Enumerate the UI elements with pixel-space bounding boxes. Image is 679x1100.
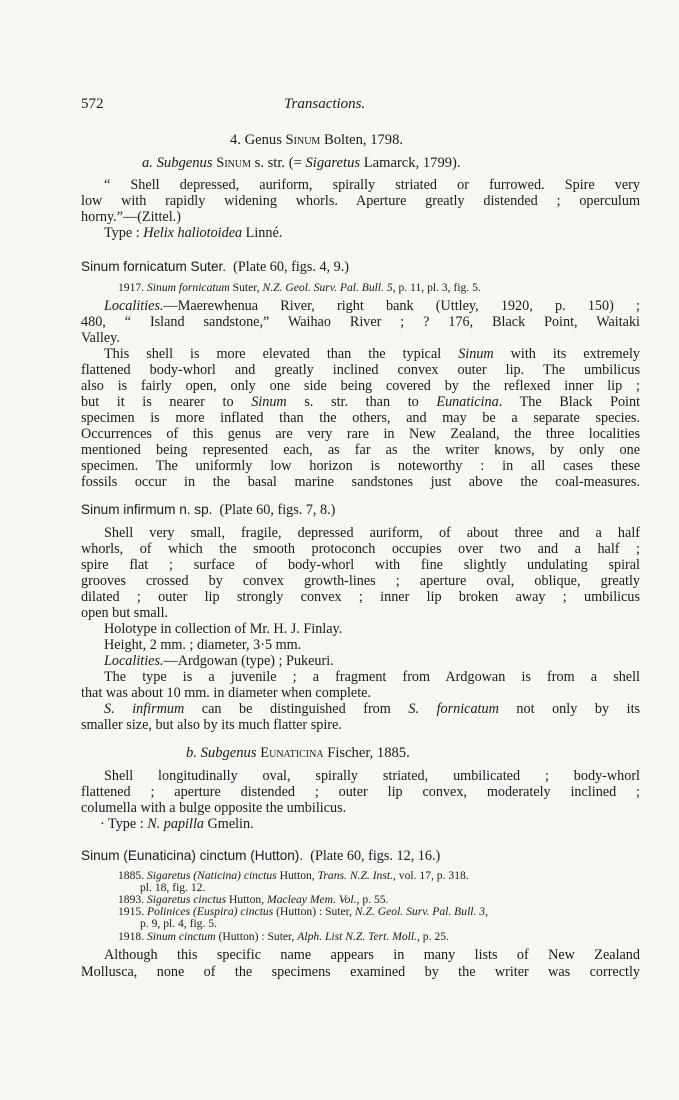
- body-line: whorls, of which the smooth protoconch occupies over two and a half ;: [81, 541, 640, 557]
- body-line: columella with a bulge opposite the umbilicus.: [81, 800, 347, 816]
- body-line: specimen. The uniformly low horizon is noteworthy : in all cases these: [81, 458, 640, 474]
- localities-line: 480, “ Island sandstone,” Waihao River ; ? 176, Black Point, Waitaki: [81, 314, 640, 330]
- body-line: The type is a juvenile ; a fragment from Ardgowan is from a shell: [104, 669, 640, 685]
- body-line: that was about 10 mm. in diameter when complete.: [81, 685, 371, 701]
- body-line: flattened body-whorl and greatly inclined convex outer lip. The umbilicus: [81, 362, 640, 378]
- body-line: but it is nearer to Sinum s. str. than to Eunaticina. The Black Point: [81, 394, 641, 410]
- dimensions-line: Height, 2 mm. ; diameter, 3·5 mm.: [104, 637, 302, 653]
- body-line: fossils occur in the basal marine sandstones just above the coal-measures.: [81, 474, 640, 490]
- body-line: flattened ; aperture distended ; outer lip convex, moderately inclined ;: [81, 784, 640, 800]
- body-line: grooves crossed by convex growth-lines ; aperture oval, oblique, greatly: [81, 573, 640, 589]
- body-line: dilated ; outer lip strongly convex ; inner lip broken away ; umbilicus: [81, 589, 640, 605]
- body-line: Occurrences of this genus are very rare in New Zealand, the three localities: [81, 426, 640, 442]
- localities-line: Valley.: [81, 330, 120, 346]
- quote-line: low with rapidly widening whorls. Aperture greatly distended ; operculum: [81, 193, 640, 209]
- reference-line: 1915. Polinices (Euspira) cinctus (Hutton) : Suter, N.Z. Geol. Surv. Pal. Bull. 3,: [118, 905, 488, 918]
- running-title: Transactions.: [284, 96, 366, 112]
- species-heading-cinctum: Sinum (Eunaticina) cinctum (Hutton). (Plate 60, figs. 12, 16.): [81, 848, 441, 864]
- species-heading-infirmum: Sinum infirmum n. sp. (Plate 60, figs. 7, 8.): [81, 502, 336, 518]
- body-line: open but small.: [81, 605, 169, 621]
- body-line: also is fairly open, only one side being covered by the reflexed inner lip ;: [81, 378, 640, 394]
- body-line: Mollusca, none of the specimens examined by the writer was correctly: [81, 964, 640, 980]
- type-b: · Type : N. papilla Gmelin.: [100, 816, 254, 832]
- type-a: Type : Helix haliotoidea Linné.: [104, 225, 283, 241]
- species-heading-fornicatum: Sinum fornicatum Suter. (Plate 60, figs. 4, 9.): [81, 259, 350, 275]
- reference-line: pl. 18, fig. 12.: [140, 881, 206, 894]
- body-line: specimen is more inflated than the others, and may be a separate species.: [81, 410, 640, 426]
- reference-line: 1917. Sinum fornicatum Suter, N.Z. Geol. Surv. Pal. Bull. 5, p. 11, pl. 3, fig. 5.: [118, 281, 481, 294]
- localities-line: Localities.—Ardgowan (type) ; Pukeuri.: [104, 653, 334, 669]
- body-line: Shell very small, fragile, depressed auriform, of about three and a half: [104, 525, 640, 541]
- reference-line: 1885. Sigaretus (Naticina) cinctus Hutton, Trans. N.Z. Inst., vol. 17, p. 318.: [118, 869, 469, 882]
- body-line: This shell is more elevated than the typical Sinum with its extremely: [104, 346, 641, 362]
- quote-line: horny.”—(Zittel.): [81, 209, 181, 225]
- genus-heading: 4. Genus Sinum Bolten, 1798.: [230, 132, 404, 148]
- subgenus-b-heading: b. Subgenus Eunaticina Fischer, 1885.: [186, 745, 410, 761]
- page-number: 572: [81, 96, 104, 112]
- holotype-line: Holotype in collection of Mr. H. J. Finlay.: [104, 621, 343, 637]
- body-line: Although this specific name appears in many lists of New Zealand: [104, 947, 640, 963]
- body-line: S. infirmum can be distinguished from S. fornicatum not only by its: [104, 701, 641, 717]
- subgenus-a-heading: a. Subgenus Sinum s. str. (= Sigaretus Lamarck, 1799).: [142, 155, 461, 171]
- reference-line: 1918. Sinum cinctum (Hutton) : Suter, Alph. List N.Z. Tert. Moll., p. 25.: [118, 930, 449, 943]
- reference-line: p. 9, pl. 4, fig. 5.: [140, 917, 217, 930]
- body-line: spire flat ; surface of body-whorl with fine slightly undulating spiral: [81, 557, 640, 573]
- body-line: Shell longitudinally oval, spirally striated, umbilicated ; body-whorl: [104, 768, 640, 784]
- localities-line: Localities.—Maerewhenua River, right bank (Uttley, 1920, p. 150) ;: [104, 298, 640, 314]
- body-line: mentioned being represented each, as far as the writer knows, by only one: [81, 442, 640, 458]
- reference-line: 1893. Sigaretus cinctus Hutton, Macleay Mem. Vol., p. 55.: [118, 893, 389, 906]
- body-line: smaller size, but also by its much flatter spire.: [81, 717, 342, 733]
- quote-line: “ Shell depressed, auriform, spirally striated or furrowed. Spire very: [104, 177, 640, 193]
